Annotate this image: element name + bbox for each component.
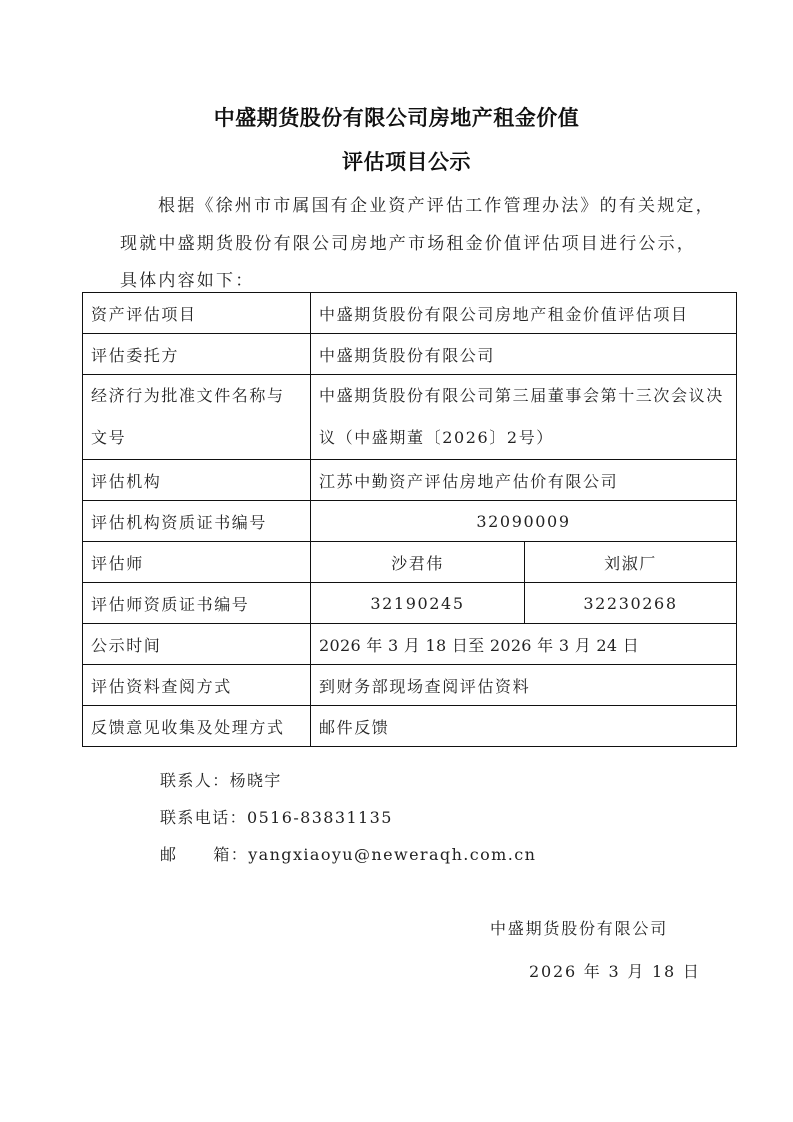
- row-value: 中盛期货股份有限公司第三届董事会第十三次会议决议（中盛期董〔2026〕2号）: [311, 375, 737, 460]
- row-label: 评估机构: [83, 460, 311, 501]
- contact-email: [160, 842, 536, 865]
- table-row: [83, 460, 737, 501]
- table-row: [83, 624, 737, 665]
- row-label: 公示时间: [83, 624, 311, 665]
- table-row: [83, 334, 737, 375]
- row-value: 中盛期货股份有限公司: [311, 334, 737, 375]
- document-title-line2: 评估项目公示: [342, 150, 471, 174]
- row-label: 评估师资质证书编号: [83, 583, 311, 624]
- table-row: [83, 542, 737, 583]
- contact-email-address[interactable]: yangxiaoyu@neweraqh.com.cn: [248, 845, 537, 864]
- row-label: 评估资料查阅方式: [83, 665, 311, 706]
- row-label: 反馈意见收集及处理方式: [83, 706, 311, 747]
- row-value: 邮件反馈: [311, 706, 737, 747]
- table-row: [83, 665, 737, 706]
- contact-phone-label: 联系电话：: [160, 808, 248, 827]
- row-value: 到财务部现场查阅评估资料: [311, 665, 737, 706]
- table-row: [83, 501, 737, 542]
- row-label: 评估师: [83, 542, 311, 583]
- table-row: [83, 375, 737, 460]
- row-label: 经济行为批准文件名称与文号: [83, 375, 311, 460]
- signature-company: 中盛期货股份有限公司: [490, 919, 669, 938]
- appraiser-cert-1: 32190245: [311, 583, 525, 624]
- announcement-table: [82, 292, 737, 747]
- intro-paragraph-line3: 具体内容如下：: [120, 271, 255, 291]
- row-label: 评估委托方: [83, 334, 311, 375]
- row-value: 中盛期货股份有限公司房地产租金价值评估项目: [311, 293, 737, 334]
- signature-date: 2026 年 3 月 18 日: [529, 962, 701, 981]
- row-value: 2026 年 3 月 18 日至 2026 年 3 月 24 日: [311, 624, 737, 665]
- contact-email-label-a: 邮: [160, 845, 178, 864]
- document-title-line1: 中盛期货股份有限公司房地产租金价值: [213, 106, 580, 130]
- table-row: [83, 293, 737, 334]
- contact-person: [160, 768, 282, 791]
- table-row: [83, 583, 737, 624]
- contact-phone-number: 0516-83831135: [247, 808, 393, 827]
- row-value: 江苏中勤资产评估房地产估价有限公司: [311, 460, 737, 501]
- table-row: [83, 706, 737, 747]
- contact-phone: [160, 805, 393, 828]
- contact-person-label: 联系人：: [160, 771, 230, 790]
- intro-paragraph-line1: 根据《徐州市市属国有企业资产评估工作管理办法》的有关规定，: [158, 196, 715, 216]
- appraiser-name-1: 沙君伟: [311, 542, 525, 583]
- row-label: 资产评估项目: [83, 293, 311, 334]
- contact-email-label-b: 箱：: [213, 845, 249, 864]
- contact-person-name: 杨晓宇: [229, 771, 282, 790]
- appraiser-cert-2: 32230268: [525, 583, 737, 624]
- row-label: 评估机构资质证书编号: [83, 501, 311, 542]
- row-value: 32090009: [311, 501, 737, 542]
- intro-paragraph-line2: 现就中盛期货股份有限公司房地产市场租金价值评估项目进行公示，: [120, 234, 696, 254]
- appraiser-name-2: 刘淑厂: [525, 542, 737, 583]
